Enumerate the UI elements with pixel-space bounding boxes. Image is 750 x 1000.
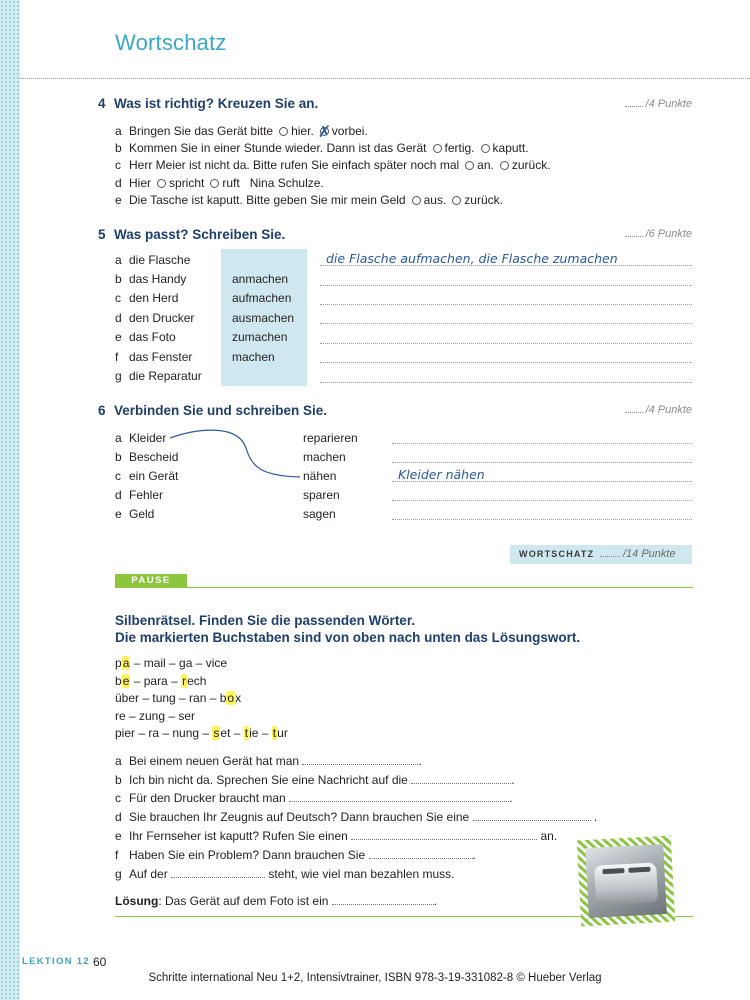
syllable-row xyxy=(115,709,195,723)
item-letter: c xyxy=(115,291,121,305)
answer-line[interactable] xyxy=(392,500,692,501)
option-label: aus. xyxy=(423,193,447,207)
item-letter: g xyxy=(115,369,122,383)
handwritten-answer: Kleider nähen xyxy=(398,467,485,482)
match-option: nähen xyxy=(303,469,337,483)
solution-line xyxy=(115,894,437,908)
answer-line[interactable] xyxy=(320,343,692,344)
sentence-a xyxy=(115,754,422,768)
exercise-6-item-d xyxy=(115,488,163,502)
sentence-b xyxy=(115,773,515,787)
toaster-slot xyxy=(628,867,650,873)
item-text: ein Gerät xyxy=(129,469,179,483)
exercise-5-item-d xyxy=(115,311,194,325)
item-letter: a xyxy=(115,431,122,445)
exercise-5-item-b xyxy=(115,272,186,286)
sentence-text-after: steht, wie viel man bezahlen muss. xyxy=(268,867,455,881)
pause-heading-1: Silbenrätsel. Finden Sie die passenden Wörter. xyxy=(115,613,416,628)
solution-text: : Das Gerät auf dem Foto ist ein xyxy=(158,894,329,908)
syllable-text: pier – ra – nung – xyxy=(115,726,213,740)
highlighted-letter: s xyxy=(213,726,220,740)
option-label: zurück. xyxy=(511,158,551,172)
pause-divider xyxy=(187,587,693,588)
item-letter: b xyxy=(115,773,122,787)
answer-line[interactable] xyxy=(320,285,692,286)
answer-line[interactable] xyxy=(392,443,692,444)
total-points-label: /14 Punkte xyxy=(623,548,676,560)
exercise-4-item-a xyxy=(115,122,368,141)
item-text: das Fenster xyxy=(129,350,193,364)
highlighted-letter: o xyxy=(227,691,235,705)
answer-line[interactable] xyxy=(392,519,692,520)
fill-in-blank[interactable] xyxy=(351,829,537,840)
pause-heading-2: Die markierten Buchstaben sind von oben nach unten das Lösungswort. xyxy=(115,630,581,645)
fill-in-blank[interactable] xyxy=(171,867,265,878)
highlighted-letter: e xyxy=(122,674,130,688)
option-label: zurück. xyxy=(464,193,503,207)
box-word: ausmachen xyxy=(232,311,295,325)
sentence-text-after: . xyxy=(472,848,476,862)
sentence-text: Ich bin nicht da. Sprechen Sie eine Nachricht auf die xyxy=(129,773,408,787)
option-label: kaputt. xyxy=(492,141,529,155)
exercise-4-item-d xyxy=(115,176,324,190)
item-text: Hier xyxy=(129,176,152,190)
answer-line[interactable] xyxy=(320,323,692,324)
box-word: anmachen xyxy=(232,272,289,286)
box-word: aufmachen xyxy=(232,291,292,305)
item-text-after: Nina Schulze. xyxy=(249,176,324,190)
highlighted-letter: r xyxy=(182,674,187,688)
exercise-6-item-a xyxy=(115,431,166,445)
item-text: Geld xyxy=(129,507,155,521)
match-option: sagen xyxy=(303,507,336,521)
exercise-5-number: 5 xyxy=(98,227,106,242)
item-letter: a xyxy=(115,253,122,267)
item-text: das Foto xyxy=(129,330,176,344)
option-checkbox[interactable] xyxy=(157,179,166,188)
exercise-5-item-c xyxy=(115,291,178,305)
item-text: die Flasche xyxy=(129,253,191,267)
item-letter: a xyxy=(115,754,122,768)
highlighted-letter: t xyxy=(244,726,249,740)
sentence-text-after: . xyxy=(593,810,598,824)
option-label: spricht xyxy=(169,176,205,190)
item-letter: b xyxy=(115,450,122,464)
sentence-text: Für den Drucker braucht man xyxy=(129,791,286,805)
sentence-g xyxy=(115,867,454,881)
syllable-text: b xyxy=(115,674,122,688)
item-text: Fehler xyxy=(129,488,164,502)
option-checkbox[interactable] xyxy=(481,144,490,153)
points-blank xyxy=(625,229,643,237)
option-label: an. xyxy=(477,158,494,172)
item-text: die Reparatur xyxy=(129,369,202,383)
item-text: Bringen Sie das Gerät bitte xyxy=(129,124,274,138)
sentence-text-after: . xyxy=(418,754,422,768)
exercise-5-item-e xyxy=(115,330,176,344)
syllable-row xyxy=(115,656,227,670)
item-letter: e xyxy=(115,507,122,521)
exercise-4-item-e xyxy=(115,193,503,207)
syllable-text: ie – xyxy=(249,726,272,740)
box-word: zumachen xyxy=(232,330,288,344)
answer-line[interactable] xyxy=(392,481,692,482)
item-letter: d xyxy=(115,311,122,325)
solution-blank[interactable] xyxy=(332,894,434,905)
connecting-line xyxy=(168,428,303,484)
answer-line[interactable] xyxy=(320,382,692,383)
match-option: machen xyxy=(303,450,346,464)
item-text: den Herd xyxy=(129,291,179,305)
option-label: fertig. xyxy=(444,141,475,155)
item-text: den Drucker xyxy=(129,311,195,325)
item-letter: c xyxy=(115,469,121,483)
highlighted-letter: t xyxy=(272,726,277,740)
syllable-text: x xyxy=(235,691,242,705)
syllable-text: über – tung – ran – b xyxy=(115,691,227,705)
exercise-4-heading xyxy=(98,96,318,111)
exercise-4-points-label: /4 Punkte xyxy=(645,98,692,110)
solution-text-after: . xyxy=(433,894,438,908)
answer-line[interactable] xyxy=(320,304,692,305)
item-letter: e xyxy=(115,829,122,843)
item-letter: e xyxy=(115,330,122,344)
answer-line[interactable] xyxy=(392,462,692,463)
exercise-6-points-label: /4 Punkte xyxy=(645,404,692,416)
footer-credit: Schritte international Neu 1+2, Intensivtrainer, ISBN 978-3-19-331082-8 © Hueber Verlag xyxy=(148,972,602,984)
exercise-5-title: Was passt? Schreiben Sie. xyxy=(114,227,286,242)
option-checkbox[interactable] xyxy=(452,196,461,205)
option-checkbox[interactable] xyxy=(412,196,421,205)
item-letter: d xyxy=(115,488,122,502)
points-blank xyxy=(625,99,643,107)
item-text: Kleider xyxy=(129,431,167,445)
sentence-text-after: . xyxy=(509,791,513,805)
exercise-6-heading xyxy=(98,403,327,418)
option-label: vorbei. xyxy=(331,124,368,138)
fill-in-blank[interactable] xyxy=(473,810,591,821)
option-checkbox[interactable] xyxy=(210,179,219,188)
solution-label: Lösung xyxy=(115,894,159,908)
cross-mark-icon: ✗ xyxy=(317,122,332,141)
pause-tag: PAUSE xyxy=(115,574,187,588)
exercise-4-number: 4 xyxy=(98,96,106,111)
option-checkbox[interactable] xyxy=(433,144,442,153)
sentence-text: Bei einem neuen Gerät hat man xyxy=(129,754,300,768)
sentence-text: Haben Sie ein Problem? Dann brauchen Sie xyxy=(129,848,366,862)
points-blank xyxy=(600,549,620,557)
fill-in-blank[interactable] xyxy=(411,773,511,784)
sentence-text-after: an. xyxy=(540,829,558,843)
item-text: Die Tasche ist kaputt. Bitte geben Sie mir mein Geld xyxy=(129,193,406,207)
fill-in-blank[interactable] xyxy=(369,848,473,859)
exercise-4-item-b xyxy=(115,141,529,155)
item-text: Bescheid xyxy=(129,450,179,464)
answer-line[interactable] xyxy=(320,362,692,363)
option-checkbox[interactable] xyxy=(465,161,474,170)
title-divider xyxy=(20,78,750,79)
sentence-c xyxy=(115,791,512,805)
syllable-text: ur xyxy=(277,726,288,740)
syllable-row xyxy=(115,726,288,740)
exercise-4-points xyxy=(625,98,692,110)
page-number: 60 xyxy=(93,955,107,969)
item-letter: a xyxy=(115,124,122,138)
option-label: hier. xyxy=(291,124,314,138)
exercise-5-item-f xyxy=(115,350,192,364)
handwritten-answer: die Flasche aufmachen, die Flasche zumachen xyxy=(326,251,618,266)
item-letter: c xyxy=(115,158,121,172)
sentence-d xyxy=(115,810,597,824)
highlighted-letter: a xyxy=(122,656,130,670)
toaster-photo xyxy=(577,836,675,927)
exercise-4-item-c xyxy=(115,158,551,172)
item-letter: d xyxy=(115,810,122,824)
sentence-f xyxy=(115,848,476,862)
sentence-text: Ihr Fernseher ist kaputt? Rufen Sie einen xyxy=(129,829,348,843)
item-letter: f xyxy=(115,350,119,364)
option-checkbox[interactable] xyxy=(500,161,509,170)
item-text: Herr Meier ist nicht da. Bitte rufen Sie einfach später noch mal xyxy=(129,158,460,172)
exercise-4-title: Was ist richtig? Kreuzen Sie an. xyxy=(114,96,319,111)
sentence-e xyxy=(115,829,557,843)
syllable-text: p xyxy=(115,656,122,670)
item-letter: f xyxy=(115,848,119,862)
box-word: machen xyxy=(232,350,275,364)
match-option: sparen xyxy=(303,488,340,502)
exercise-6-number: 6 xyxy=(98,403,106,418)
photo-image xyxy=(585,844,667,918)
item-letter: b xyxy=(115,272,122,286)
page-title: Wortschatz xyxy=(115,30,227,55)
total-label: WORTSCHATZ xyxy=(519,549,595,559)
points-blank xyxy=(625,405,643,413)
option-checkbox[interactable] xyxy=(279,127,288,136)
syllable-text: ech xyxy=(187,674,207,688)
item-letter: b xyxy=(115,141,122,155)
exercise-5-heading xyxy=(98,227,285,242)
page-edge-strip xyxy=(0,0,20,1000)
option-label: ruft xyxy=(222,176,240,190)
fill-in-blank[interactable] xyxy=(302,754,418,765)
exercise-6-item-e xyxy=(115,507,154,521)
syllable-row xyxy=(115,691,241,705)
item-letter: d xyxy=(115,176,122,190)
syllable-text: re – zung – ser xyxy=(115,709,196,723)
syllable-text: et – xyxy=(220,726,244,740)
total-points xyxy=(600,548,676,560)
toaster-icon xyxy=(594,862,658,905)
sentence-text: Auf der xyxy=(129,867,168,881)
item-letter: e xyxy=(115,193,122,207)
exercise-5-points xyxy=(625,228,692,240)
exercise-5-item-g xyxy=(115,369,202,383)
fill-in-blank[interactable] xyxy=(289,791,509,802)
option-checkbox-checked[interactable] xyxy=(317,122,332,141)
match-option: reparieren xyxy=(303,431,358,445)
answer-line[interactable] xyxy=(320,265,692,266)
footer-lektion: LEKTION 12 xyxy=(22,956,90,967)
item-letter: c xyxy=(115,791,121,805)
syllable-row xyxy=(115,674,206,688)
toaster-slot xyxy=(602,868,624,874)
syllable-text: – mail – ga – vice xyxy=(130,656,228,670)
item-text: Kommen Sie in einer Stunde wieder. Dann ist das Gerät xyxy=(129,141,427,155)
sentence-text: Sie brauchen Ihr Zeugnis auf Deutsch? Dann brauchen Sie eine xyxy=(129,810,470,824)
exercise-6-title: Verbinden Sie und schreiben Sie. xyxy=(114,403,328,418)
syllable-text: – para – xyxy=(130,674,182,688)
exercise-5-points-label: /6 Punkte xyxy=(645,228,692,240)
item-letter: g xyxy=(115,867,122,881)
exercise-6-points xyxy=(625,404,692,416)
sentence-text-after: . xyxy=(511,773,515,787)
item-text: das Handy xyxy=(129,272,187,286)
exercise-5-item-a xyxy=(115,253,190,267)
